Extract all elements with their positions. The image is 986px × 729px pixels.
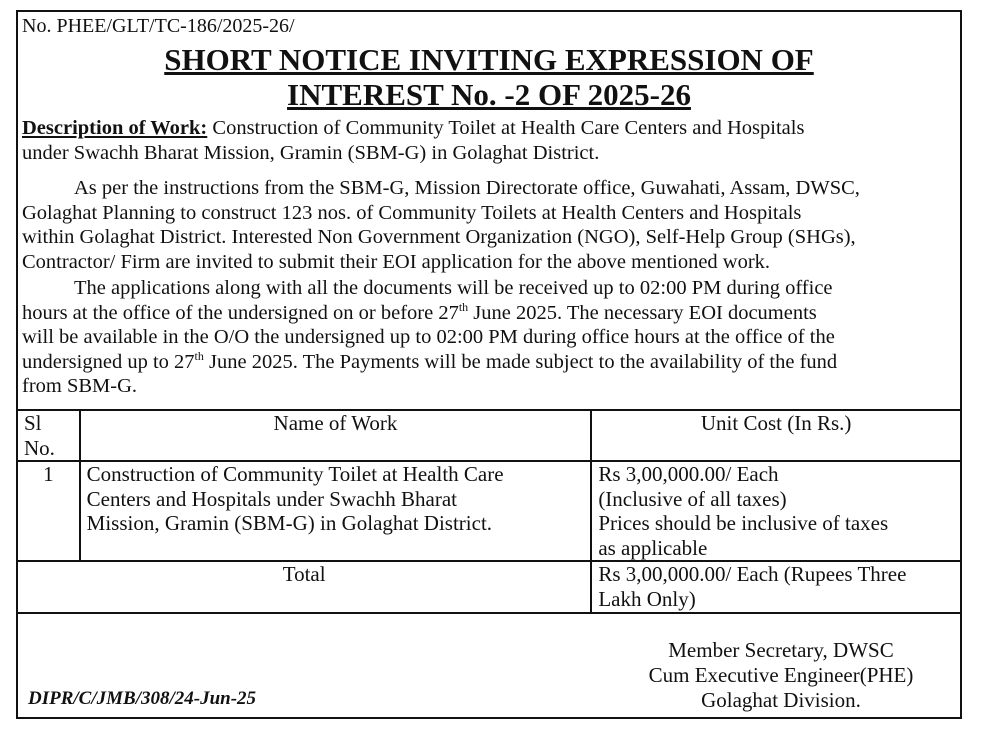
notice-title-line2: INTEREST No. -2 OF 2025-26 — [287, 77, 691, 112]
header-unit-cost: Unit Cost (In Rs.) — [591, 410, 961, 461]
instructions-paragraph — [22, 176, 958, 274]
instructions-line2: Golaghat Planning to construct 123 nos. of Community Toilets at Health Centers and Hospitals — [22, 201, 802, 224]
table-row — [17, 461, 961, 561]
reference-number: No. PHEE/GLT/TC-186/2025-26/ — [22, 15, 295, 37]
header-name-of-work: Name of Work — [80, 410, 592, 461]
description-text-line2: under Swachh Bharat Mission, Gramin (SBM-G) in Golaghat District. — [22, 141, 600, 164]
total-value: Rs 3,00,000.00/ Each (Rupees Three Lakh Only) — [591, 561, 961, 613]
table-total-row — [17, 561, 961, 613]
description-text-line1: Construction of Community Toilet at Health Care Centers and Hospitals — [207, 117, 805, 139]
applications-line5: from SBM-G. — [22, 375, 138, 398]
instructions-line1: As per the instructions from the SBM-G, Mission Directorate office, Guwahati, Assam, DWSC, — [74, 177, 860, 199]
signature-line3: Golaghat Division. — [701, 688, 861, 712]
description-label: Description of Work: — [22, 117, 208, 139]
total-label: Total — [17, 561, 591, 613]
signature-block — [614, 638, 948, 713]
instructions-line3: within Golaghat District. Interested Non Government Organization (NGO), Self-Help Group (SHGs), — [22, 226, 856, 249]
dipr-code: DIPR/C/JMB/308/24-Jun-25 — [28, 688, 257, 709]
signature-line1: Member Secretary, DWSC — [668, 638, 894, 662]
signature-line2: Cum Executive Engineer(PHE) — [648, 663, 914, 687]
applications-line4: undersigned up to 27th June 2025. The Payments will be made subject to the availability of the fund — [22, 348, 838, 373]
notice-document — [16, 10, 962, 719]
notice-title — [18, 42, 960, 112]
row-sl-no: 1 — [17, 461, 80, 561]
applications-line2: hours at the office of the undersigned on or before 27th June 2025. The necessary EOI documents — [22, 299, 817, 324]
row-name-of-work: Construction of Community Toilet at Health Care Centers and Hospitals under Swachh Bharat Mission, Gramin (SBM-G) in Golaghat District. — [80, 461, 592, 561]
row-unit-cost: Rs 3,00,000.00/ Each (Inclusive of all taxes) Prices should be inclusive of taxes as applicable — [591, 461, 961, 561]
notice-title-line1: SHORT NOTICE INVITING EXPRESSION OF — [164, 42, 814, 77]
description-of-work — [22, 116, 958, 165]
instructions-line4: Contractor/ Firm are invited to submit their EOI application for the above mentioned work. — [22, 250, 771, 273]
work-cost-table — [16, 409, 962, 614]
applications-line3: will be available in the O/O the undersigned up to 02:00 PM during office hours at the office of the — [22, 326, 835, 349]
table-header-row — [17, 410, 961, 461]
header-sl-no: Sl No. — [17, 410, 80, 461]
applications-line1: The applications along with all the documents will be received up to 02:00 PM during office — [74, 277, 833, 299]
applications-paragraph — [22, 276, 958, 399]
